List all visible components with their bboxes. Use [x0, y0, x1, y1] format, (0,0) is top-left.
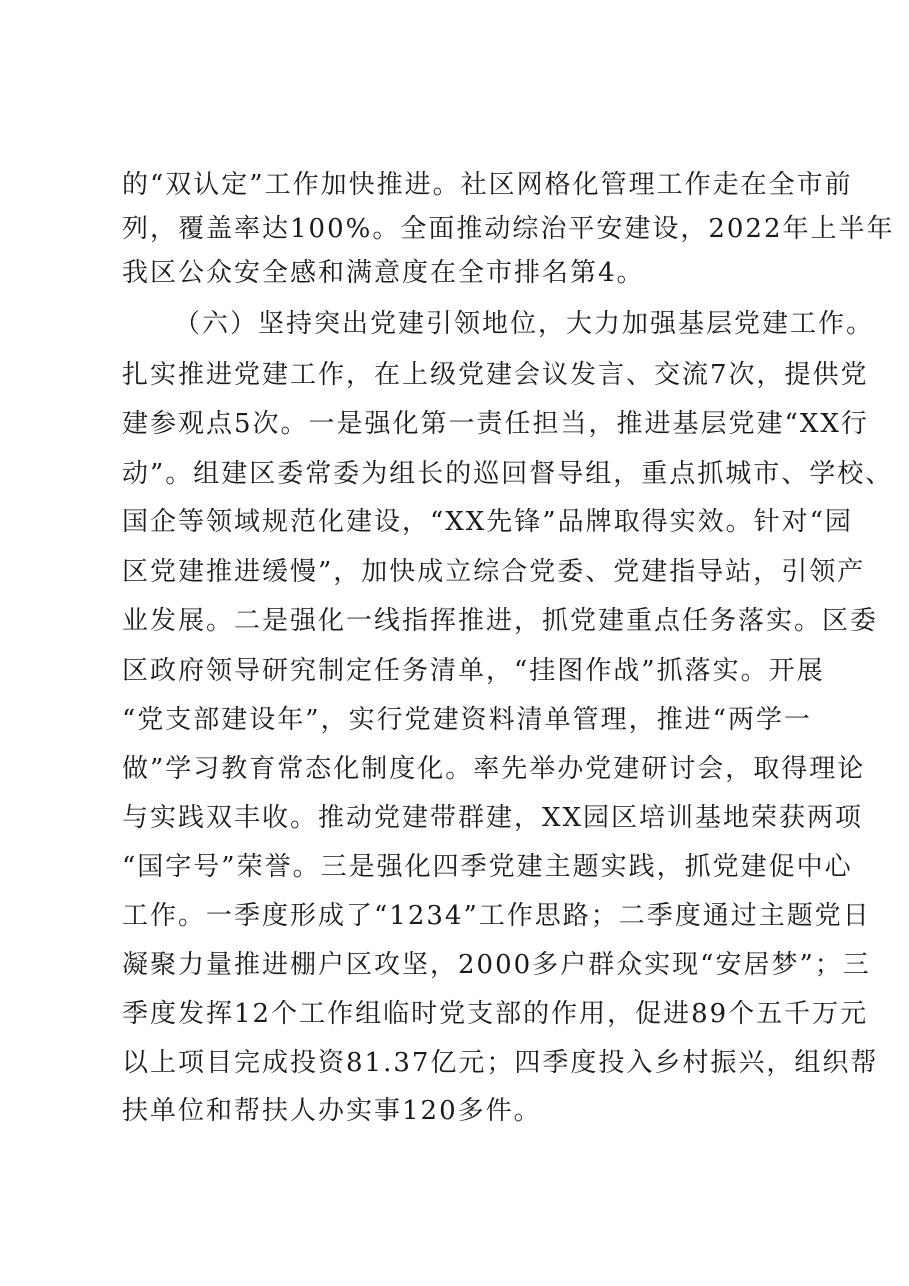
text-line: 业发展。二是强化一线指挥推进，抓党建重点任务落实。区委 — [122, 606, 879, 636]
text-line: 凝聚力量推进棚户区攻坚，2000多户群众实现“安居梦”；三 — [122, 950, 871, 980]
text-line: 区党建推进缓慢”，加快成立综合党委、党建指导站，引领产 — [122, 557, 866, 587]
text-line: 扶单位和帮扶人办实事120多件。 — [122, 1096, 542, 1126]
text-line: 国企等领域规范化建设，“XX先锋”品牌取得实效。针对“园 — [122, 507, 853, 537]
text-line: 区政府领导研究制定任务清单，“挂图作战”抓落实。开展 — [122, 656, 825, 686]
text-line: 与实践双丰收。推动党建带群建，XX园区培训基地荣获两项 — [122, 803, 864, 833]
text-line: 工作。一季度形成了“1234”工作思路；二季度通过主题党日 — [122, 901, 871, 931]
text-line: 的“双认定”工作加快推进。社区网格化管理工作走在全市前 — [122, 170, 853, 200]
paragraph-heading: （六）坚持突出党建引领地位，大力加强基层党建工作。 — [174, 309, 875, 339]
text-line: 做”学习教育常态化制度化。率先举办党建研讨会，取得理论 — [122, 754, 866, 784]
text-line: 以上项目完成投资81.37亿元；四季度投入乡村振兴，组织帮 — [122, 1048, 879, 1078]
text-line: 列，覆盖率达100%。全面推动综治平安建设，2022年上半年 — [122, 214, 895, 244]
text-line: 季度发挥12个工作组临时党支部的作用，促进89个五千万元 — [122, 999, 869, 1029]
text-line: 动”。组建区委常委为组长的巡回督导组，重点抓城市、学校、 — [122, 459, 894, 489]
text-line: 扎实推进党建工作，在上级党建会议发言、交流7次，提供党 — [122, 360, 869, 390]
text-line: 建参观点5次。一是强化第一责任担当，推进基层党建“XX行 — [122, 409, 869, 439]
text-line: 我区公众安全感和满意度在全市排名第4。 — [122, 258, 645, 288]
text-line: “国字号”荣誉。三是强化四季党建主题实践，抓党建促中心 — [122, 852, 853, 882]
text-line: “党支部建设年”，实行党建资料清单管理，推进“两学一 — [122, 705, 812, 735]
